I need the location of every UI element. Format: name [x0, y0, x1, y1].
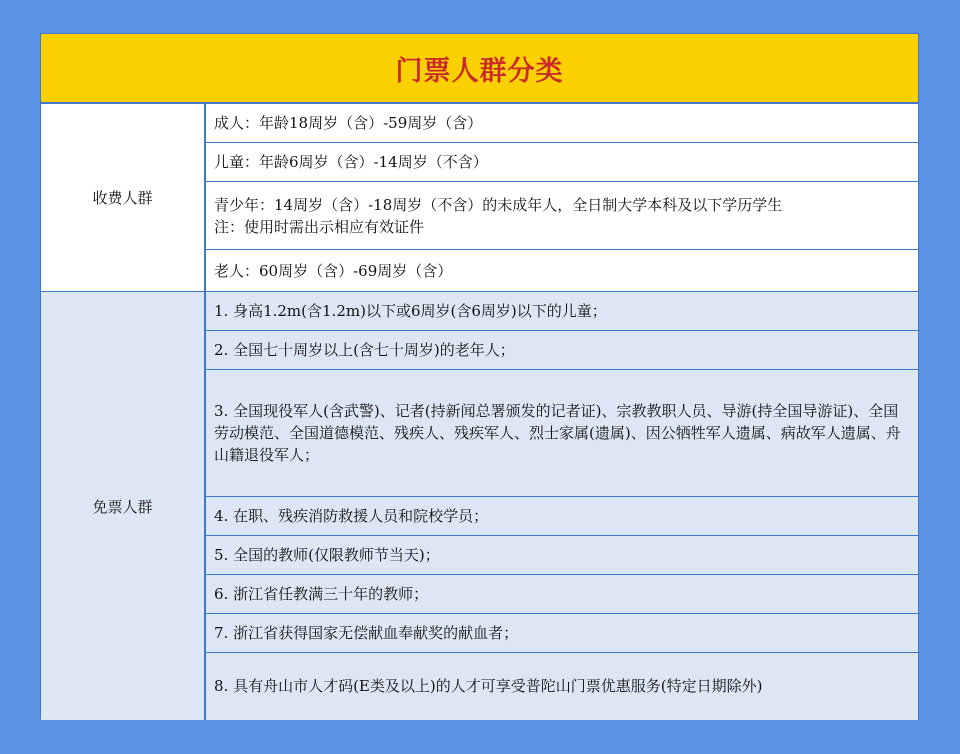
free-row-2	[206, 331, 918, 370]
free-row-5	[206, 536, 918, 575]
free-group-rows	[206, 292, 918, 720]
free-row-text: 3. 全国现役军人(含武警)、记者(持新闻总署颁发的记者证)、宗教教职人员、导游(持全国导游证)、全国劳动模范、全国道德模范、残疾人、残疾军人、烈士家属(遗属)、因公牺牲军人遗属、病故军人遗属、舟山籍退役军人；	[214, 402, 901, 464]
free-row-3	[206, 370, 918, 497]
title-bar	[41, 34, 918, 104]
paid-row-senior	[206, 250, 918, 291]
paid-group-rows	[206, 104, 918, 291]
free-row-text: 5. 全国的教师(仅限教师节当天)；	[214, 546, 440, 564]
ticket-category-card	[40, 33, 919, 719]
free-row-text: 6. 浙江省任教满三十年的教师；	[214, 585, 429, 603]
page-title: 门票人群分类	[395, 55, 564, 87]
free-row-6	[206, 575, 918, 614]
free-row-4	[206, 497, 918, 536]
free-row-text: 4. 在职、残疾消防救援人员和院校学员；	[214, 507, 489, 525]
free-group-section	[41, 291, 918, 720]
paid-row-text: 青少年：14周岁（含）-18周岁（不含）的未成年人，全日制大学本科及以下学历学生	[214, 195, 783, 214]
free-row-8	[206, 653, 918, 719]
free-row-1	[206, 292, 918, 331]
paid-group-label: 收费人群	[41, 104, 206, 291]
paid-row-child	[206, 143, 918, 182]
paid-row-adult	[206, 104, 918, 143]
free-row-text: 8. 具有舟山市人才码(E类及以上)的人才可享受普陀山门票优惠服务(特定日期除外)	[214, 677, 763, 695]
free-row-7	[206, 614, 918, 653]
free-group-label: 免票人群	[41, 292, 206, 720]
free-row-text: 2. 全国七十周岁以上(含七十周岁)的老年人；	[214, 341, 515, 359]
free-row-text: 7. 浙江省获得国家无偿献血奉献奖的献血者；	[214, 624, 519, 642]
paid-row-youth	[206, 182, 918, 250]
free-row-text: 1. 身高1.2m(含1.2m)以下或6周岁(含6周岁)以下的儿童；	[214, 302, 607, 320]
paid-row-text: 老人：60周岁（含）-69周岁（含）	[214, 261, 453, 280]
paid-row-text: 儿童：年龄6周岁（含）-14周岁（不含）	[214, 153, 488, 171]
paid-row-note: 注：使用时需出示相应有效证件	[214, 217, 425, 236]
paid-row-text: 成人：年龄18周岁（含）-59周岁（含）	[214, 114, 483, 132]
paid-group-section	[41, 104, 918, 291]
